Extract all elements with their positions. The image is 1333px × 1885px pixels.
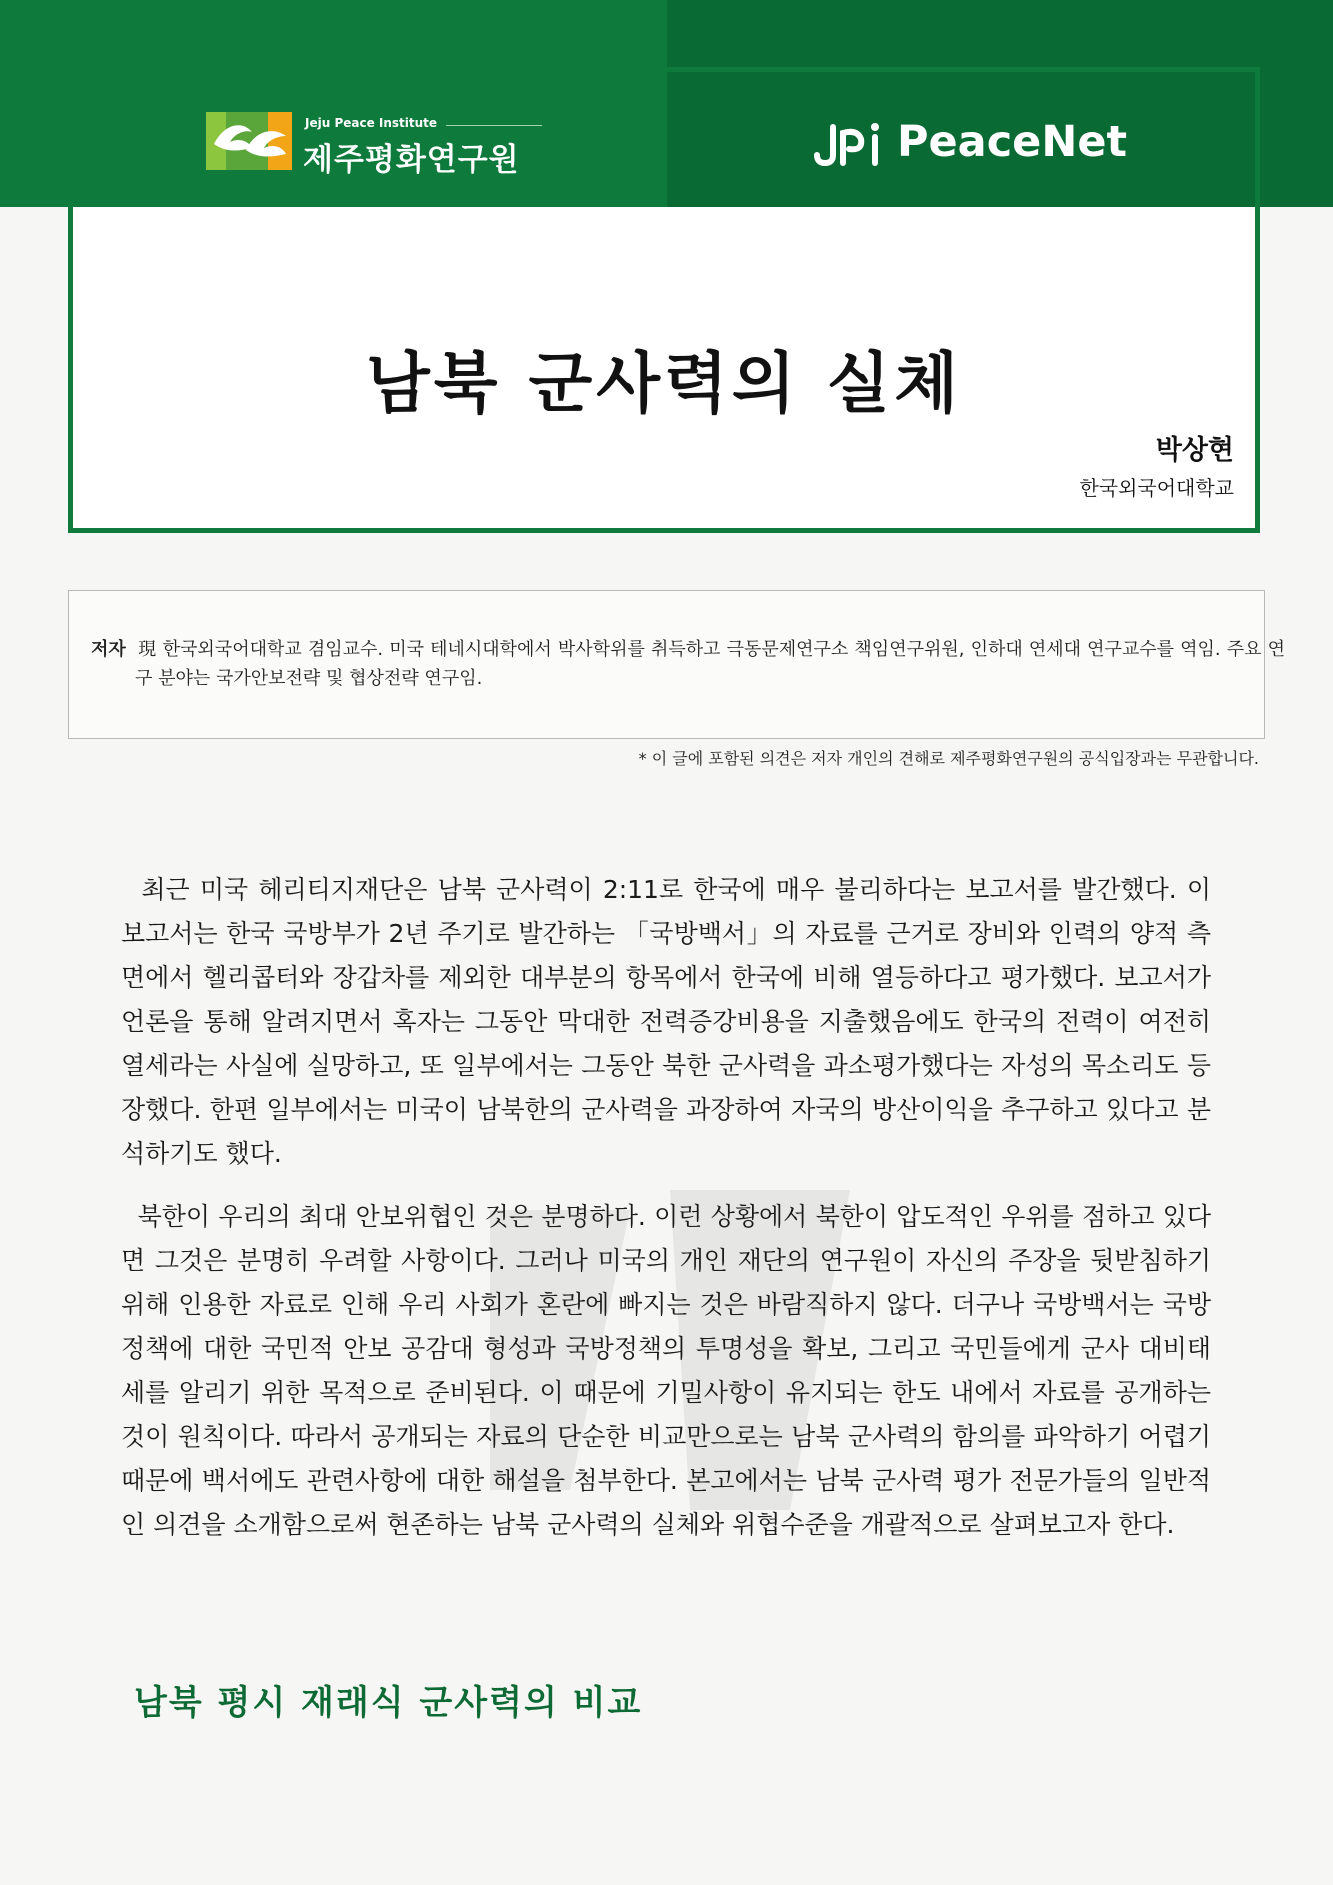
bio-label: 저자 [91,639,126,660]
document-title: 남북 군사력의 실체 [365,345,962,422]
body-paragraph [121,1195,1211,1547]
jpi-mark-icon [813,119,893,169]
logo-english-name: Jeju Peace Institute [305,116,438,130]
body-paragraph [121,868,1211,1176]
dove-logo-icon [206,110,294,172]
bio-text: 現 한국외국어대학교 겸임교수. 미국 테네시대학에서 박사학위를 취득하고 극동문제연구소 책임연구위원, 인하대 연세대 연구교수를 역임. 주요 연구 분야는 국가안보전략 및 협상전략 연구임. [135,639,1285,689]
logo-divider [446,125,542,126]
disclaimer-note: * 이 글에 포함된 의견은 저자 개인의 견해로 제주평화연구원의 공식입장과는 무관합니다. [638,749,1259,768]
author-name: 박상현 [1155,435,1234,466]
author-bio-box [68,590,1285,739]
paragraph-1-text: 최근 미국 헤리티지재단은 남북 군사력이 2:11로 한국에 매우 불리하다는 보고서를 발간했다. 이 보고서는 한국 국방부가 2년 주기로 발간하는 「국방백서」의 자료를 근거로 장비와 인력의 양적 측면에서 헬리콥터와 장갑차를 제외한 대부분의 항목에서 한국에 비해 열등하다고 평가했다. 보고서가 언론을 통해 알려지면서 혹자는 그동안 막대한 전력증강비용을 지출했음에도 한국의 전력이 여전히 열세라는 사실에 실망하고, 또 일부에서는 그동안 북한 군사력을 과소평가했다는 자성의 목소리도 등장했다. 한편 일부에서는 미국이 남북한의 군사력을 과장하여 자국의 방산이익을 추구하고 있다고 분석하기도 했다. [121,875,1211,1168]
author-affiliation: 한국외국어대학교 [1079,476,1234,500]
author-bio [91,635,1285,693]
peacenet-wordmark: PeaceNet [897,117,1128,167]
section-heading: 남북 평시 재래식 군사력의 비교 [134,1683,643,1723]
paragraph-2-text: 북한이 우리의 최대 안보위협인 것은 분명하다. 이런 상황에서 북한이 압도적인 우위를 점하고 있다면 그것은 분명히 우려할 사항이다. 그러나 미국의 개인 재단의 연구원이 자신의 주장을 뒷받침하기 위해 인용한 자료로 인해 우리 사회가 혼란에 빠지는 것은 바람직하지 않다. 더구나 국방백서는 국방정책에 대한 국민적 안보 공감대 형성과 국방정책의 투명성을 확보, 그리고 국민들에게 군사 대비태세를 알리기 위한 목적으로 준비된다. 이 때문에 기밀사항이 유지되는 한도 내에서 자료를 공개하는 것이 원칙이다. 따라서 공개되는 자료의 단순한 비교만으로는 남북 군사력의 함의를 파악하기 어렵기 때문에 백서에도 관련사항에 대한 해설을 첨부한다. 본고에서는 남북 군사력 평가 전문가들의 일반적인 의견을 소개함으로써 현존하는 남북 군사력의 실체와 위협수준을 개괄적으로 살펴보고자 한다. [121,1202,1211,1539]
jeju-peace-institute-logo [206,110,546,178]
logo-korean-name: 제주평화연구원 [303,142,520,178]
